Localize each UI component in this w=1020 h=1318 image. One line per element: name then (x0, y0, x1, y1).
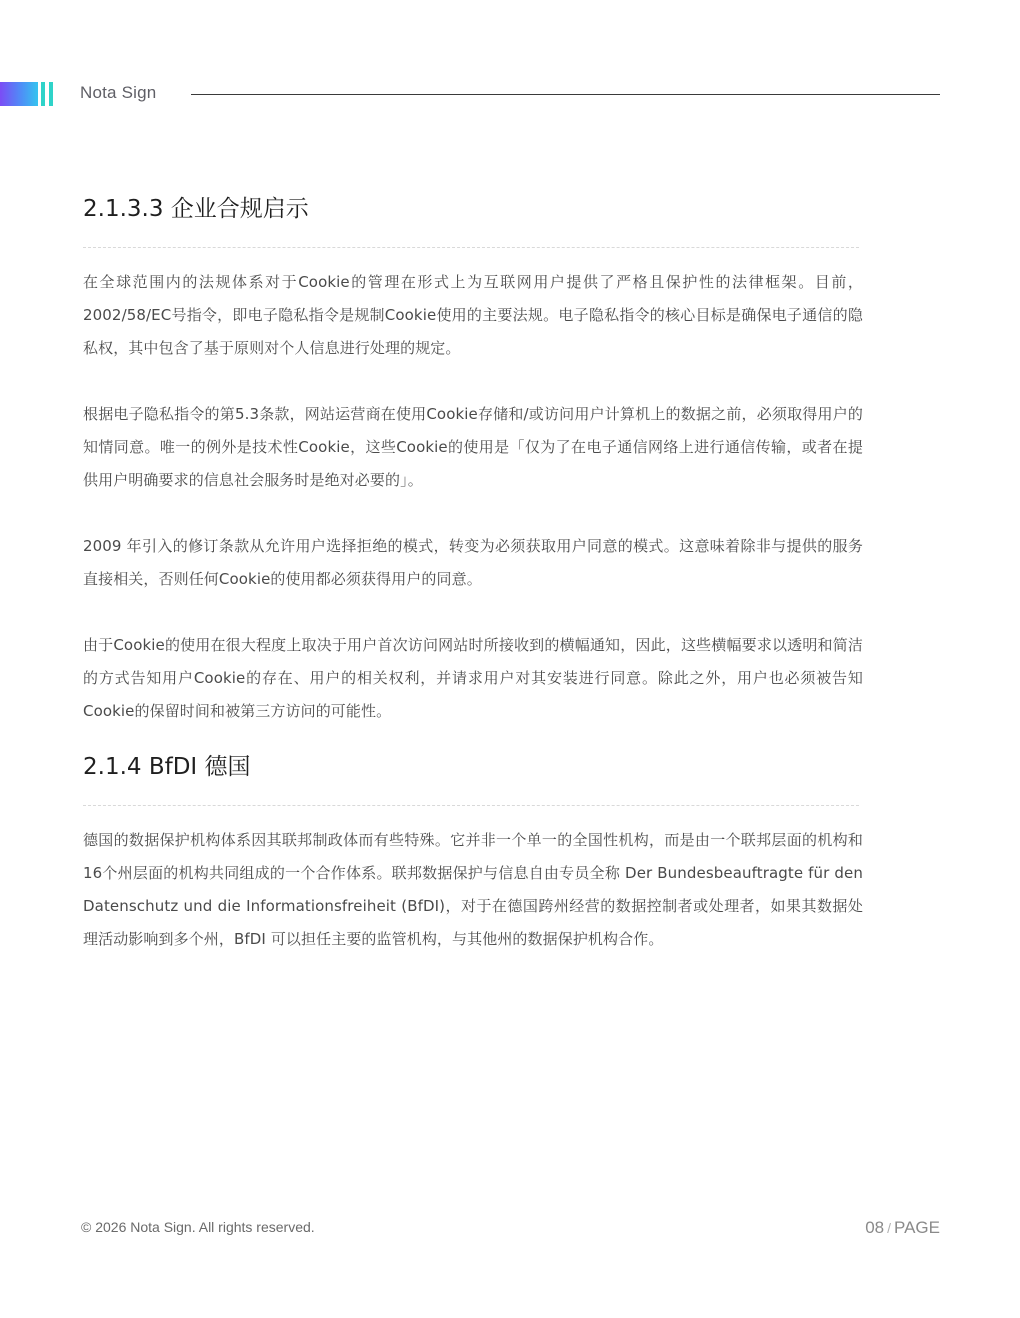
footer-copyright: © 2026 Nota Sign. All rights reserved. (81, 1219, 315, 1235)
page-number: 08 (865, 1218, 885, 1237)
dashed-divider (83, 805, 859, 806)
page-separator: / (887, 1220, 892, 1236)
header-divider (191, 94, 940, 95)
brand-name: Nota Sign (80, 83, 157, 102)
section-heading: 2.1.3.3 企业合规启示 (83, 196, 309, 222)
dashed-divider (83, 247, 859, 248)
paragraph: 德国的数据保护机构体系因其联邦制政体而有些特殊。它并非一个单一的全国性机构，而是由一个联邦层面的机构和16个州层面的机构共同组成的一个合作体系。联邦数据保护与信息自由专员全称 Der Bundesbeauftragte für den Datenschutz und die Informationsfreiheit (BfDI)，对于在德国跨州经营的数据控制者或处理者，如果其数据处理活动影响到多个州，BfDI 可以担任主要的监管机构，与其他州的数据保护机构合作。 (83, 831, 863, 948)
paragraph: 根据电子隐私指令的第5.3条款，网站运营商在使用Cookie存储和/或访问用户计算机上的数据之前，必须取得用户的知情同意。唯一的例外是技术性Cookie，这些Cookie的使用是「仅为了在电子通信网络上进行通信传输，或者在提供用户明确要求的信息社会服务时是绝对必要的」。 (83, 405, 863, 489)
document-body (83, 190, 863, 989)
page-indicator (865, 1218, 940, 1238)
brand-logo-mark (0, 82, 38, 106)
section-heading: 2.1.4 BfDI 德国 (83, 754, 251, 780)
paragraph: 由于Cookie的使用在很大程度上取决于用户首次访问网站时所接收到的横幅通知，因此，这些横幅要求以透明和简洁的方式告知用户Cookie的存在、用户的相关权利，并请求用户对其安装进行同意。除此之外，用户也必须被告知Cookie的保留时间和被第三方访问的可能性。 (83, 636, 863, 720)
page-label: PAGE (894, 1218, 940, 1237)
paragraph: 在全球范围内的法规体系对于Cookie的管理在形式上为互联网用户提供了严格且保护性的法律框架。目前，2002/58/EC号指令，即电子隐私指令是规制Cookie使用的主要法规。电子隐私指令的核心目标是确保电子通信的隐私权，其中包含了基于原则对个人信息进行处理的规定。 (83, 273, 863, 357)
brand-logo-stripe (49, 82, 53, 106)
brand-logo-stripe (41, 82, 45, 106)
paragraph: 2009 年引入的修订条款从允许用户选择拒绝的模式，转变为必须获取用户同意的模式。这意味着除非与提供的服务直接相关，否则任何Cookie的使用都必须获得用户的同意。 (83, 537, 863, 588)
page-header (0, 80, 1020, 108)
